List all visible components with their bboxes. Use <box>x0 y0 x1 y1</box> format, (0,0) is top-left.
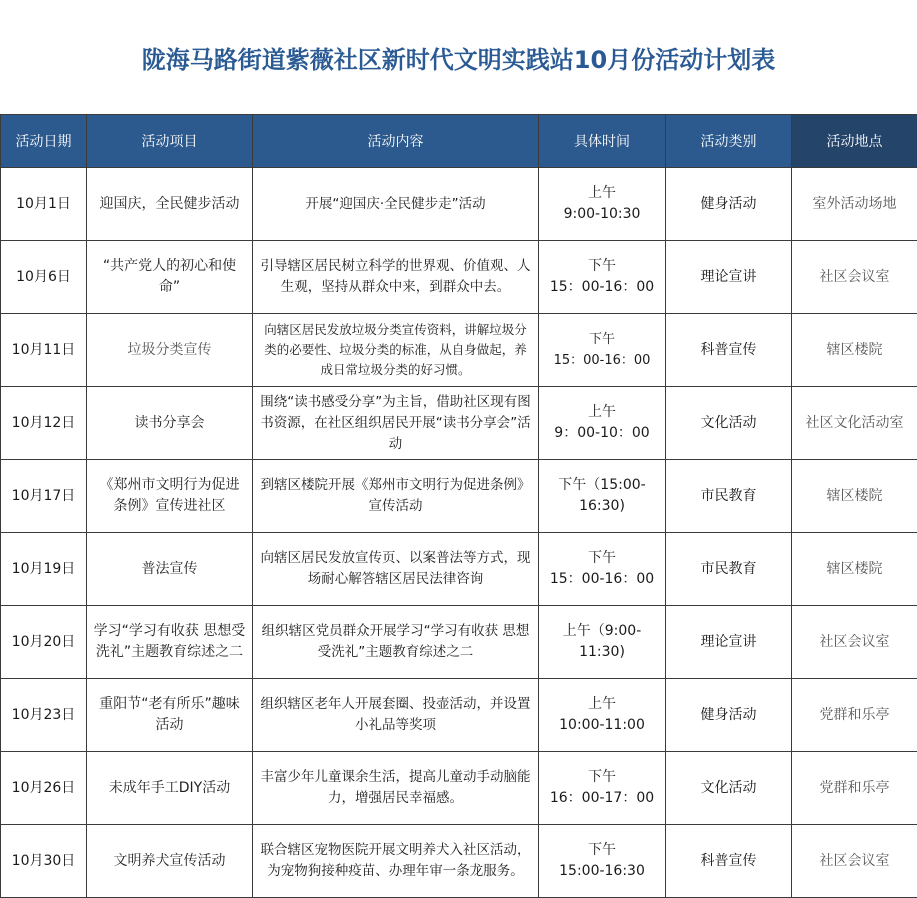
table-row <box>1 241 917 314</box>
cell-time <box>539 533 666 606</box>
header-date: 活动日期 <box>1 115 87 168</box>
cell-place: 社区会议室 <box>792 825 917 898</box>
cell-place: 辖区楼院 <box>792 314 917 387</box>
cell-category: 理论宣讲 <box>666 606 792 679</box>
cell-item: 读书分享会 <box>87 387 253 460</box>
activity-plan-table <box>0 114 917 898</box>
cell-content: 向辖区居民发放垃圾分类宣传资料，讲解垃圾分类的必要性、垃圾分类的标准，从自身做起，养成日常垃圾分类的好习惯。 <box>253 314 539 387</box>
cell-place: 社区会议室 <box>792 241 917 314</box>
cell-content: 联合辖区宠物医院开展文明养犬入社区活动，为宠物狗接种疫苗、办理年审一条龙服务。 <box>253 825 539 898</box>
cell-item: “共产党人的初心和使命” <box>87 241 253 314</box>
cell-date: 10月26日 <box>1 752 87 825</box>
cell-item: 迎国庆，全民健步活动 <box>87 168 253 241</box>
time-period: 下午 <box>588 550 616 566</box>
table-row <box>1 752 917 825</box>
cell-date: 10月30日 <box>1 825 87 898</box>
cell-place: 辖区楼院 <box>792 533 917 606</box>
time-period: 下午 <box>588 332 615 347</box>
table-row <box>1 606 917 679</box>
time-period: 上午 <box>588 696 616 712</box>
table-row <box>1 387 917 460</box>
time-period: 上午 <box>588 185 616 201</box>
cell-item: 普法宣传 <box>87 533 253 606</box>
cell-date: 10月6日 <box>1 241 87 314</box>
cell-category: 健身活动 <box>666 679 792 752</box>
cell-content: 组织辖区老年人开展套圈、投壶活动，并设置小礼品等奖项 <box>253 679 539 752</box>
time-range: 9:00-10:30 <box>563 206 641 222</box>
cell-date: 10月17日 <box>1 460 87 533</box>
cell-place: 辖区楼院 <box>792 460 917 533</box>
header-content: 活动内容 <box>253 115 539 168</box>
table-header-row <box>1 115 917 168</box>
cell-content: 丰富少年儿童课余生活，提高儿童动手动脑能力，增强居民幸福感。 <box>253 752 539 825</box>
cell-item: 文明养犬宣传活动 <box>87 825 253 898</box>
cell-date: 10月20日 <box>1 606 87 679</box>
cell-content: 围绕“读书感受分享”为主旨，借助社区现有图书资源，在社区组织居民开展“读书分享会”活动 <box>253 387 539 460</box>
cell-place: 党群和乐亭 <box>792 752 917 825</box>
cell-content: 引导辖区居民树立科学的世界观、价值观、人生观，坚持从群众中来，到群众中去。 <box>253 241 539 314</box>
cell-time <box>539 314 666 387</box>
header-place: 活动地点 <box>792 115 917 168</box>
cell-time <box>539 168 666 241</box>
cell-item: 未成年手工DIY活动 <box>87 752 253 825</box>
cell-time <box>539 606 666 679</box>
cell-date: 10月12日 <box>1 387 87 460</box>
table-row <box>1 825 917 898</box>
cell-content: 向辖区居民发放宣传页、以案普法等方式，现场耐心解答辖区居民法律咨询 <box>253 533 539 606</box>
cell-category: 科普宣传 <box>666 825 792 898</box>
cell-item: 学习“学习有收获 思想受洗礼”主题教育综述之二 <box>87 606 253 679</box>
time-period: 下午（15:00- <box>558 477 646 493</box>
table-row <box>1 533 917 606</box>
time-range: 15：00-16：00 <box>549 571 655 587</box>
cell-date: 10月1日 <box>1 168 87 241</box>
cell-date: 10月19日 <box>1 533 87 606</box>
cell-content: 到辖区楼院开展《郑州市文明行为促进条例》宣传活动 <box>253 460 539 533</box>
page-title: 陇海马路街道紫薇社区新时代文明实践站10月份活动计划表 <box>141 45 776 74</box>
time-range: 16:30) <box>579 498 625 514</box>
time-period: 下午 <box>588 769 616 785</box>
cell-time <box>539 387 666 460</box>
cell-time <box>539 752 666 825</box>
time-period: 下午 <box>588 842 616 858</box>
cell-category: 文化活动 <box>666 387 792 460</box>
time-period: 上午（9:00- <box>562 623 642 639</box>
cell-time <box>539 460 666 533</box>
cell-item: 《郑州市文明行为促进条例》宣传进社区 <box>87 460 253 533</box>
time-range: 11:30) <box>579 644 625 660</box>
cell-date: 10月23日 <box>1 679 87 752</box>
cell-place: 党群和乐亭 <box>792 679 917 752</box>
cell-place: 室外活动场地 <box>792 168 917 241</box>
cell-place: 社区会议室 <box>792 606 917 679</box>
time-range: 15：00-16：00 <box>553 353 651 368</box>
header-item: 活动项目 <box>87 115 253 168</box>
table-row <box>1 460 917 533</box>
time-range: 15：00-16：00 <box>549 279 655 295</box>
cell-category: 市民教育 <box>666 460 792 533</box>
cell-place: 社区文化活动室 <box>792 387 917 460</box>
header-time: 具体时间 <box>539 115 666 168</box>
cell-category: 市民教育 <box>666 533 792 606</box>
time-period: 下午 <box>588 258 616 274</box>
cell-content: 组织辖区党员群众开展学习“学习有收获 思想受洗礼”主题教育综述之二 <box>253 606 539 679</box>
table-row <box>1 168 917 241</box>
title-bar <box>0 0 917 114</box>
table-row <box>1 679 917 752</box>
cell-time <box>539 679 666 752</box>
cell-content: 开展“迎国庆·全民健步走”活动 <box>253 168 539 241</box>
table-row <box>1 314 917 387</box>
time-period: 上午 <box>588 404 616 420</box>
cell-date: 10月11日 <box>1 314 87 387</box>
cell-category: 理论宣讲 <box>666 241 792 314</box>
time-range: 16：00-17：00 <box>549 790 655 806</box>
header-category: 活动类别 <box>666 115 792 168</box>
cell-category: 科普宣传 <box>666 314 792 387</box>
cell-item: 垃圾分类宣传 <box>87 314 253 387</box>
cell-category: 文化活动 <box>666 752 792 825</box>
cell-category: 健身活动 <box>666 168 792 241</box>
cell-time <box>539 825 666 898</box>
time-range: 15:00-16:30 <box>559 863 645 879</box>
time-range: 9：00-10：00 <box>554 425 650 441</box>
cell-time <box>539 241 666 314</box>
cell-item: 重阳节“老有所乐”趣味活动 <box>87 679 253 752</box>
time-range: 10:00-11:00 <box>559 717 645 733</box>
